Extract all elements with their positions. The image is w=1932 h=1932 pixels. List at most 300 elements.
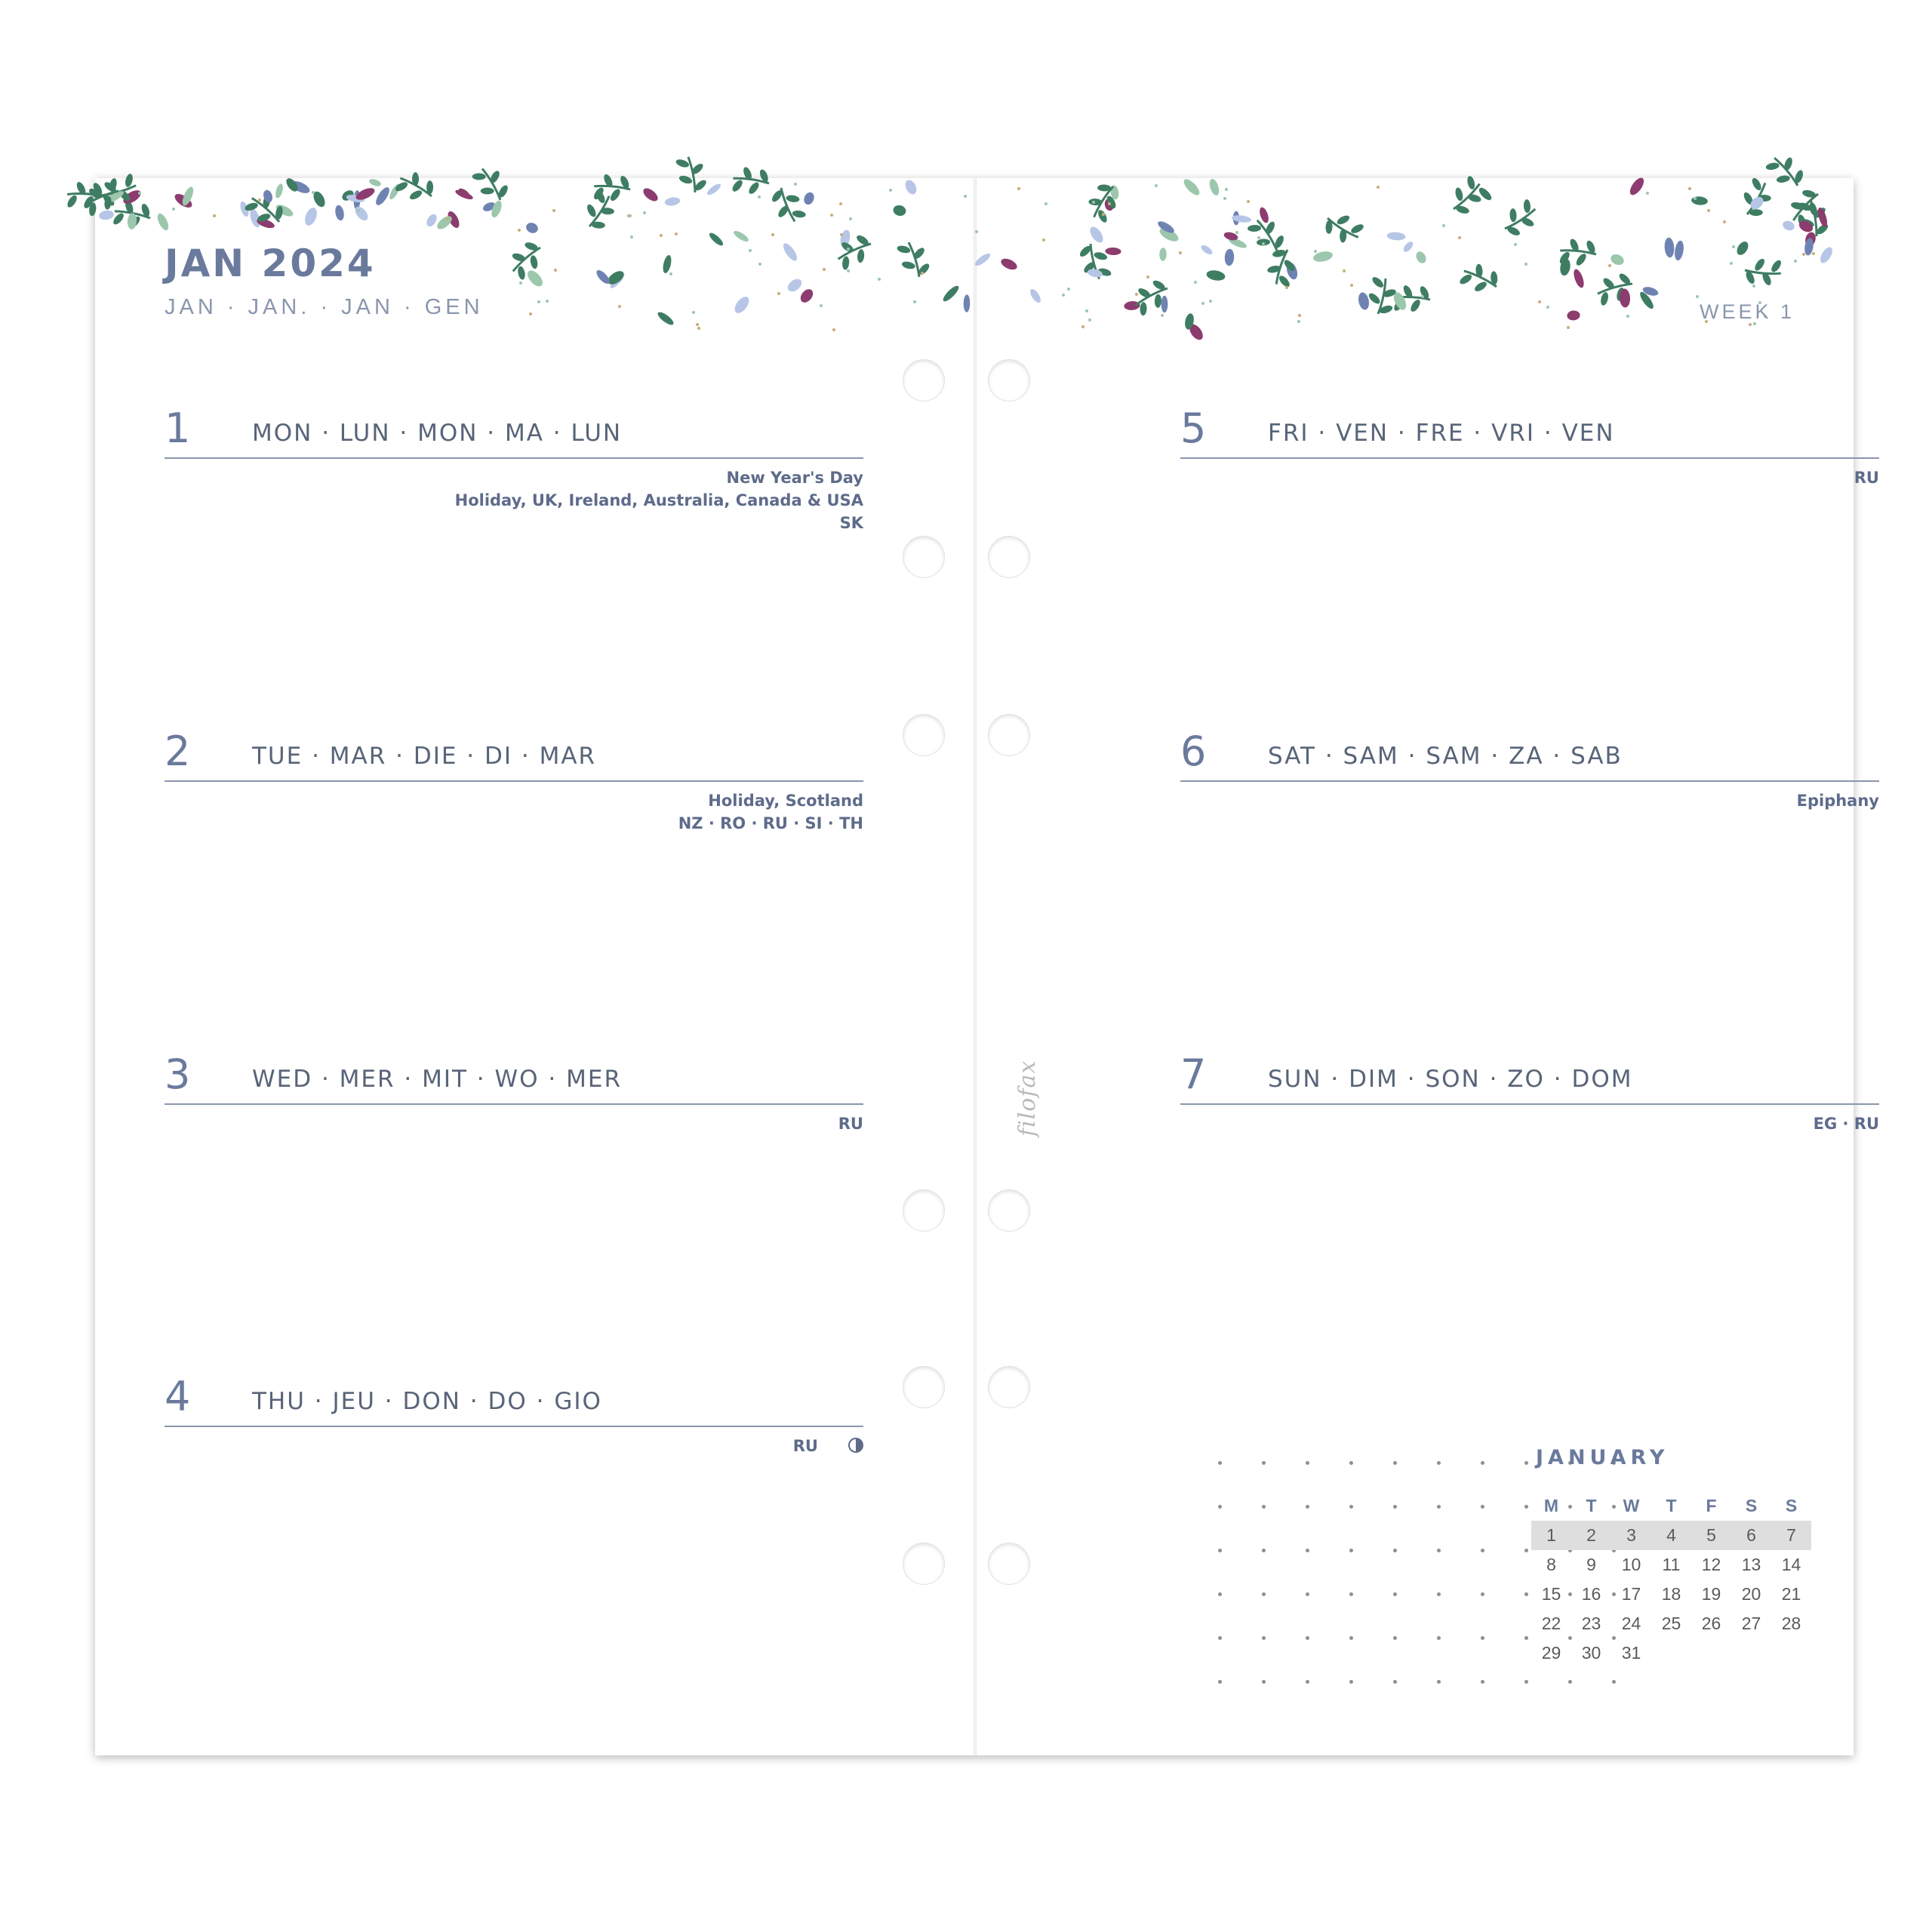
day-section-6[interactable] bbox=[1180, 728, 1879, 833]
grid-dot bbox=[1524, 1461, 1528, 1465]
weekday-header: W bbox=[1623, 1496, 1640, 1515]
speck-dot bbox=[1257, 236, 1260, 239]
speck-dot bbox=[629, 214, 632, 217]
leaf-icon bbox=[525, 268, 545, 289]
day-number: 2 bbox=[165, 728, 191, 775]
leaf-sprig-icon bbox=[768, 182, 808, 227]
leaf-icon bbox=[708, 231, 725, 248]
mini-calendar-day: 14 bbox=[1781, 1555, 1801, 1574]
mini-calendar-day: 15 bbox=[1541, 1584, 1561, 1604]
note-line bbox=[793, 1435, 863, 1457]
note-text: RU bbox=[792, 1437, 818, 1455]
right-page bbox=[977, 178, 1879, 1755]
speck-dot bbox=[357, 209, 360, 212]
grid-dot bbox=[1481, 1592, 1484, 1596]
day-section-2[interactable] bbox=[165, 728, 863, 833]
mini-calendar-day: 3 bbox=[1611, 1521, 1651, 1550]
grid-dot bbox=[1306, 1505, 1309, 1509]
leaf-icon bbox=[781, 242, 800, 263]
leaf-icon bbox=[732, 229, 750, 243]
grid-dot bbox=[1306, 1636, 1309, 1640]
day-divider bbox=[1180, 457, 1879, 459]
leaf-icon bbox=[1572, 268, 1586, 289]
grid-dot bbox=[1349, 1636, 1353, 1640]
day-divider bbox=[165, 1103, 863, 1105]
leaf-icon bbox=[274, 183, 285, 198]
mini-calendar-day: 7 bbox=[1771, 1521, 1811, 1550]
planner-spread bbox=[95, 178, 1879, 1755]
speck-dot bbox=[1538, 300, 1541, 303]
leaf-icon bbox=[903, 178, 919, 196]
first-quarter-moon-icon bbox=[848, 1438, 863, 1453]
leaf-icon bbox=[1627, 176, 1646, 198]
day-divider bbox=[165, 780, 863, 782]
speck-dot bbox=[1688, 187, 1691, 190]
day-name: TUE · MAR · DIE · DI · MAR bbox=[252, 743, 597, 770]
grid-dot bbox=[1218, 1461, 1222, 1465]
leaf-icon bbox=[374, 185, 392, 207]
mini-calendar-day: 24 bbox=[1621, 1614, 1641, 1633]
leaf-icon bbox=[1199, 243, 1214, 256]
grid-dot bbox=[1262, 1636, 1266, 1640]
note-line: Epiphany bbox=[1796, 792, 1879, 810]
leaf-icon bbox=[941, 284, 961, 303]
grid-dot bbox=[1349, 1461, 1353, 1465]
leaf-icon bbox=[963, 294, 970, 312]
punch-hole bbox=[988, 536, 1030, 578]
leaf-sprig-icon bbox=[503, 236, 550, 282]
punch-hole bbox=[988, 1543, 1030, 1585]
speck-dot bbox=[1223, 197, 1226, 200]
speck-dot bbox=[749, 249, 752, 252]
speck-dot bbox=[1707, 209, 1710, 212]
mini-calendar-empty bbox=[1651, 1638, 1691, 1668]
day-name: THU · JEU · DON · DO · GIO bbox=[252, 1388, 602, 1415]
leaf-sprig-icon bbox=[1743, 256, 1783, 288]
mini-calendar-day: 29 bbox=[1541, 1643, 1561, 1663]
punch-hole bbox=[903, 1189, 945, 1232]
grid-dot bbox=[1437, 1636, 1441, 1640]
grid-dot bbox=[1437, 1592, 1441, 1596]
grid-dot bbox=[1481, 1549, 1484, 1552]
mini-calendar-day: 5 bbox=[1691, 1521, 1731, 1550]
grid-dot bbox=[1218, 1592, 1222, 1596]
speck-dot bbox=[1314, 250, 1317, 253]
leaf-icon bbox=[127, 213, 137, 230]
mini-calendar-day: 25 bbox=[1661, 1614, 1681, 1633]
leaf-icon bbox=[1386, 232, 1405, 241]
note-line: RU bbox=[1854, 469, 1879, 487]
mini-calendar bbox=[1531, 1446, 1814, 1668]
leaf-sprig-icon bbox=[592, 172, 632, 204]
grid-dot bbox=[1393, 1680, 1397, 1684]
speck-dot bbox=[669, 272, 672, 275]
day-name: SUN · DIM · SON · ZO · DOM bbox=[1268, 1066, 1633, 1093]
weekday-header: T bbox=[1586, 1496, 1597, 1515]
leaf-sprig-icon bbox=[97, 171, 140, 209]
leaf-icon bbox=[98, 209, 115, 220]
leaf-icon bbox=[1159, 248, 1167, 261]
weekday-header: F bbox=[1706, 1496, 1717, 1515]
day-notes bbox=[1814, 1112, 1879, 1135]
leaf-icon bbox=[155, 212, 171, 232]
grid-dot bbox=[1481, 1636, 1484, 1640]
speck-dot bbox=[832, 328, 835, 331]
leaf-icon bbox=[1105, 248, 1121, 256]
speck-dot bbox=[820, 304, 823, 307]
grid-dot bbox=[1262, 1505, 1266, 1509]
speck-dot bbox=[1730, 262, 1733, 265]
grid-dot bbox=[1218, 1549, 1222, 1552]
leaf-sprig-icon bbox=[1320, 206, 1367, 251]
speck-dot bbox=[1088, 318, 1091, 321]
leaf-icon bbox=[1181, 177, 1201, 198]
mini-calendar-day: 31 bbox=[1621, 1643, 1641, 1663]
mini-calendar-day: 13 bbox=[1741, 1555, 1761, 1574]
leaf-sprig-icon bbox=[674, 153, 709, 195]
speck-dot bbox=[830, 214, 833, 217]
grid-dot bbox=[1349, 1505, 1353, 1509]
grid-dot bbox=[1524, 1549, 1528, 1552]
speck-dot bbox=[660, 234, 663, 237]
grid-dot bbox=[1262, 1461, 1266, 1465]
brand-logo: filofax bbox=[1014, 1060, 1041, 1137]
mini-calendar-day: 11 bbox=[1662, 1555, 1681, 1574]
grid-dot bbox=[1437, 1549, 1441, 1552]
grid-dot bbox=[1349, 1592, 1353, 1596]
leaf-icon bbox=[1818, 245, 1835, 265]
note-line: Holiday, UK, Ireland, Australia, Canada & USA bbox=[454, 491, 863, 509]
day-notes bbox=[678, 789, 863, 835]
leaf-sprig-icon bbox=[1081, 179, 1126, 226]
speck-dot bbox=[777, 292, 780, 295]
grid-dot bbox=[1349, 1680, 1353, 1684]
mini-calendar-day: 17 bbox=[1621, 1584, 1641, 1604]
day-number: 3 bbox=[165, 1051, 191, 1098]
mini-calendar-empty bbox=[1731, 1638, 1771, 1668]
speck-dot bbox=[1067, 288, 1070, 291]
month-title: JAN 2024 bbox=[165, 242, 376, 285]
speck-dot bbox=[794, 183, 797, 186]
note-line: New Year's Day bbox=[726, 469, 863, 487]
leaf-icon bbox=[1258, 206, 1270, 224]
leaf-icon bbox=[892, 204, 907, 217]
speck-dot bbox=[1209, 300, 1212, 303]
speck-dot bbox=[839, 202, 842, 205]
day-notes bbox=[1854, 466, 1879, 489]
day-divider bbox=[1180, 780, 1879, 782]
speck-dot bbox=[519, 281, 522, 285]
mini-calendar-day: 2 bbox=[1571, 1521, 1611, 1550]
punch-hole bbox=[988, 714, 1030, 756]
grid-dot bbox=[1481, 1461, 1484, 1465]
leaf-icon bbox=[303, 206, 319, 227]
day-number: 5 bbox=[1180, 405, 1207, 452]
speck-dot bbox=[758, 263, 761, 266]
speck-dot bbox=[1155, 184, 1158, 187]
day-name: FRI · VEN · FRE · VRI · VEN bbox=[1268, 420, 1615, 447]
speck-dot bbox=[1194, 281, 1197, 284]
speck-dot bbox=[771, 233, 774, 236]
note-line: EG · RU bbox=[1813, 1115, 1879, 1133]
leaf-icon bbox=[368, 177, 382, 187]
day-name: WED · MER · MIT · WO · MER bbox=[252, 1066, 622, 1093]
speck-dot bbox=[1235, 231, 1238, 234]
grid-dot bbox=[1393, 1505, 1397, 1509]
speck-dot bbox=[258, 198, 261, 202]
grid-dot bbox=[1437, 1461, 1441, 1465]
speck-dot bbox=[1343, 269, 1346, 272]
mini-calendar-day: 8 bbox=[1546, 1555, 1556, 1574]
speck-dot bbox=[696, 323, 699, 326]
leaf-icon bbox=[641, 186, 660, 204]
speck-dot bbox=[1298, 314, 1301, 317]
left-page bbox=[95, 178, 974, 1755]
leaf-icon bbox=[1567, 310, 1580, 321]
speck-dot bbox=[1297, 320, 1300, 323]
grid-dot bbox=[1393, 1461, 1397, 1465]
punch-hole bbox=[903, 1543, 945, 1585]
leaf-icon bbox=[1208, 177, 1220, 196]
speck-dot bbox=[552, 209, 555, 212]
day-notes bbox=[1797, 789, 1879, 812]
speck-dot bbox=[554, 269, 557, 272]
note-line: NZ · RO · RU · SI · TH bbox=[678, 814, 863, 832]
speck-dot bbox=[1442, 224, 1445, 227]
speck-dot bbox=[546, 300, 549, 303]
leaf-icon bbox=[1224, 248, 1235, 266]
speck-dot bbox=[964, 195, 967, 198]
speck-dot bbox=[1626, 315, 1629, 318]
speck-dot bbox=[675, 232, 678, 235]
leaf-icon bbox=[706, 182, 722, 197]
grid-dot bbox=[1524, 1505, 1528, 1509]
speck-dot bbox=[889, 189, 892, 192]
mini-calendar-day: 9 bbox=[1586, 1555, 1596, 1574]
leaf-icon bbox=[1691, 195, 1709, 205]
grid-dot bbox=[1349, 1549, 1353, 1552]
day-section-3[interactable] bbox=[165, 1051, 863, 1156]
day-divider bbox=[1180, 1103, 1879, 1105]
speck-dot bbox=[1285, 286, 1288, 289]
speck-dot bbox=[1802, 253, 1805, 256]
leaf-icon bbox=[1357, 291, 1371, 311]
month-translations: JAN · JAN. · JAN · GEN bbox=[165, 295, 484, 319]
leaf-sprig-icon bbox=[831, 231, 877, 273]
speck-dot bbox=[840, 233, 843, 236]
grid-dot bbox=[1437, 1505, 1441, 1509]
mini-calendar-empty bbox=[1771, 1638, 1811, 1668]
leaf-icon bbox=[974, 251, 992, 268]
leaf-icon bbox=[1734, 239, 1750, 257]
speck-dot bbox=[529, 312, 532, 315]
day-notes bbox=[793, 1435, 863, 1457]
punch-hole bbox=[903, 714, 945, 756]
speck-dot bbox=[1102, 213, 1105, 216]
speck-dot bbox=[1247, 200, 1250, 203]
punch-hole bbox=[988, 1366, 1030, 1408]
leaf-icon bbox=[1206, 269, 1226, 281]
note-line: RU bbox=[838, 1115, 863, 1133]
speck-dot bbox=[1723, 220, 1726, 223]
speck-dot bbox=[692, 311, 695, 314]
week-label: WEEK 1 bbox=[1699, 300, 1795, 323]
mini-calendar-day: 23 bbox=[1581, 1614, 1601, 1633]
grid-dot bbox=[1306, 1461, 1309, 1465]
leaf-icon bbox=[1088, 225, 1106, 245]
mini-calendar-day: 21 bbox=[1781, 1584, 1801, 1604]
grid-dot bbox=[1218, 1636, 1222, 1640]
speck-dot bbox=[618, 305, 621, 308]
speck-dot bbox=[1225, 188, 1228, 191]
speck-dot bbox=[1752, 285, 1755, 288]
day-section-1[interactable] bbox=[165, 405, 863, 532]
speck-dot bbox=[1108, 202, 1111, 205]
mini-calendar-day: 18 bbox=[1661, 1584, 1681, 1604]
mini-calendar-day: 1 bbox=[1531, 1521, 1571, 1550]
speck-dot bbox=[643, 211, 646, 214]
grid-dot bbox=[1524, 1680, 1528, 1684]
note-line: Holiday, Scotland bbox=[708, 792, 863, 810]
leaf-icon bbox=[1161, 296, 1168, 312]
mini-calendar-title: JANUARY bbox=[1536, 1446, 1669, 1469]
grid-dot bbox=[1306, 1549, 1309, 1552]
punch-hole bbox=[988, 1189, 1030, 1232]
weekday-header: S bbox=[1785, 1496, 1798, 1515]
speck-dot bbox=[1377, 186, 1380, 189]
mini-calendar-grid bbox=[1531, 1491, 1814, 1668]
day-section-7[interactable] bbox=[1180, 1051, 1879, 1156]
speck-dot bbox=[1179, 251, 1182, 254]
grid-dot bbox=[1568, 1680, 1572, 1684]
speck-dot bbox=[913, 300, 916, 303]
speck-dot bbox=[1062, 294, 1065, 297]
mini-calendar-day: 10 bbox=[1621, 1555, 1641, 1574]
leaf-icon bbox=[1673, 240, 1684, 261]
leaf-sprig-icon bbox=[894, 237, 933, 281]
speck-dot bbox=[1262, 242, 1265, 245]
speck-dot bbox=[1608, 264, 1611, 267]
speck-dot bbox=[1042, 238, 1045, 242]
day-section-5[interactable] bbox=[1180, 405, 1879, 510]
speck-dot bbox=[847, 269, 850, 272]
day-section-4[interactable] bbox=[165, 1373, 863, 1478]
grid-dot bbox=[1481, 1505, 1484, 1509]
grid-dot bbox=[1218, 1680, 1222, 1684]
speck-dot bbox=[1812, 252, 1815, 255]
mini-calendar-day: 20 bbox=[1741, 1584, 1761, 1604]
leaf-sprig-icon bbox=[1497, 196, 1544, 241]
leaf-sprig-icon bbox=[469, 161, 513, 208]
day-name: SAT · SAM · SAM · ZA · SAB bbox=[1268, 743, 1623, 770]
leaf-icon bbox=[1124, 300, 1140, 311]
note-line: SK bbox=[839, 514, 863, 532]
speck-dot bbox=[1081, 325, 1084, 328]
mini-calendar-day: 26 bbox=[1701, 1614, 1721, 1633]
leaf-icon bbox=[656, 310, 675, 328]
speck-dot bbox=[1458, 236, 1461, 239]
mini-calendar-day: 22 bbox=[1541, 1614, 1561, 1633]
speck-dot bbox=[847, 248, 850, 251]
day-divider bbox=[165, 1426, 863, 1427]
day-divider bbox=[165, 457, 863, 459]
leaf-icon bbox=[732, 294, 752, 315]
leaf-icon bbox=[1781, 219, 1796, 232]
punch-hole bbox=[903, 1366, 945, 1408]
speck-dot bbox=[518, 229, 521, 232]
day-name: MON · LUN · MON · MA · LUN bbox=[252, 420, 623, 447]
mini-calendar-day: 6 bbox=[1731, 1521, 1771, 1550]
speck-dot bbox=[975, 230, 978, 233]
speck-dot bbox=[1146, 275, 1149, 278]
speck-dot bbox=[1085, 309, 1088, 312]
leaf-icon bbox=[1028, 288, 1042, 304]
speck-dot bbox=[1732, 245, 1735, 248]
day-number: 7 bbox=[1180, 1051, 1207, 1098]
leaf-icon bbox=[798, 287, 815, 305]
grid-dot bbox=[1262, 1680, 1266, 1684]
mini-calendar-day: 27 bbox=[1741, 1614, 1761, 1633]
speck-dot bbox=[172, 208, 175, 211]
speck-dot bbox=[630, 235, 633, 238]
speck-dot bbox=[1017, 187, 1020, 190]
punch-hole bbox=[988, 359, 1030, 401]
weekday-header: M bbox=[1543, 1496, 1559, 1515]
grid-dot bbox=[1481, 1680, 1484, 1684]
leaf-icon bbox=[1664, 237, 1675, 257]
leaf-icon bbox=[802, 191, 816, 206]
speck-dot bbox=[1696, 295, 1699, 298]
speck-dot bbox=[213, 214, 216, 217]
speck-dot bbox=[446, 217, 449, 220]
weekday-header: T bbox=[1666, 1496, 1677, 1515]
leaf-icon bbox=[1401, 240, 1414, 254]
leaf-icon bbox=[664, 196, 681, 207]
mini-calendar-day: 19 bbox=[1701, 1584, 1721, 1604]
grid-dot bbox=[1218, 1505, 1222, 1509]
speck-dot bbox=[1421, 295, 1424, 298]
leaf-icon bbox=[1609, 252, 1626, 266]
speck-dot bbox=[878, 278, 881, 281]
punch-hole bbox=[903, 359, 945, 401]
grid-dot bbox=[1524, 1636, 1528, 1640]
speck-dot bbox=[1350, 284, 1353, 287]
speck-dot bbox=[921, 272, 924, 275]
day-number: 4 bbox=[165, 1373, 191, 1420]
punch-hole bbox=[903, 536, 945, 578]
speck-dot bbox=[537, 300, 540, 303]
leaf-sprig-icon bbox=[1457, 257, 1503, 300]
speck-dot bbox=[1546, 306, 1549, 309]
day-number: 6 bbox=[1180, 728, 1207, 775]
mini-calendar-day: 12 bbox=[1701, 1555, 1721, 1574]
speck-dot bbox=[758, 195, 761, 198]
speck-dot bbox=[1201, 302, 1204, 305]
mini-calendar-day: 16 bbox=[1581, 1584, 1601, 1604]
mini-calendar-day: 30 bbox=[1581, 1643, 1601, 1663]
speck-dot bbox=[138, 192, 141, 195]
grid-dot bbox=[1393, 1636, 1397, 1640]
speck-dot bbox=[312, 191, 315, 194]
grid-dot bbox=[1437, 1680, 1441, 1684]
weekday-header: S bbox=[1745, 1496, 1758, 1515]
grid-dot bbox=[1524, 1592, 1528, 1596]
leaf-icon bbox=[999, 257, 1019, 272]
speck-dot bbox=[1161, 314, 1164, 317]
day-notes bbox=[838, 1112, 863, 1135]
day-number: 1 bbox=[165, 405, 191, 452]
speck-dot bbox=[1794, 260, 1797, 263]
